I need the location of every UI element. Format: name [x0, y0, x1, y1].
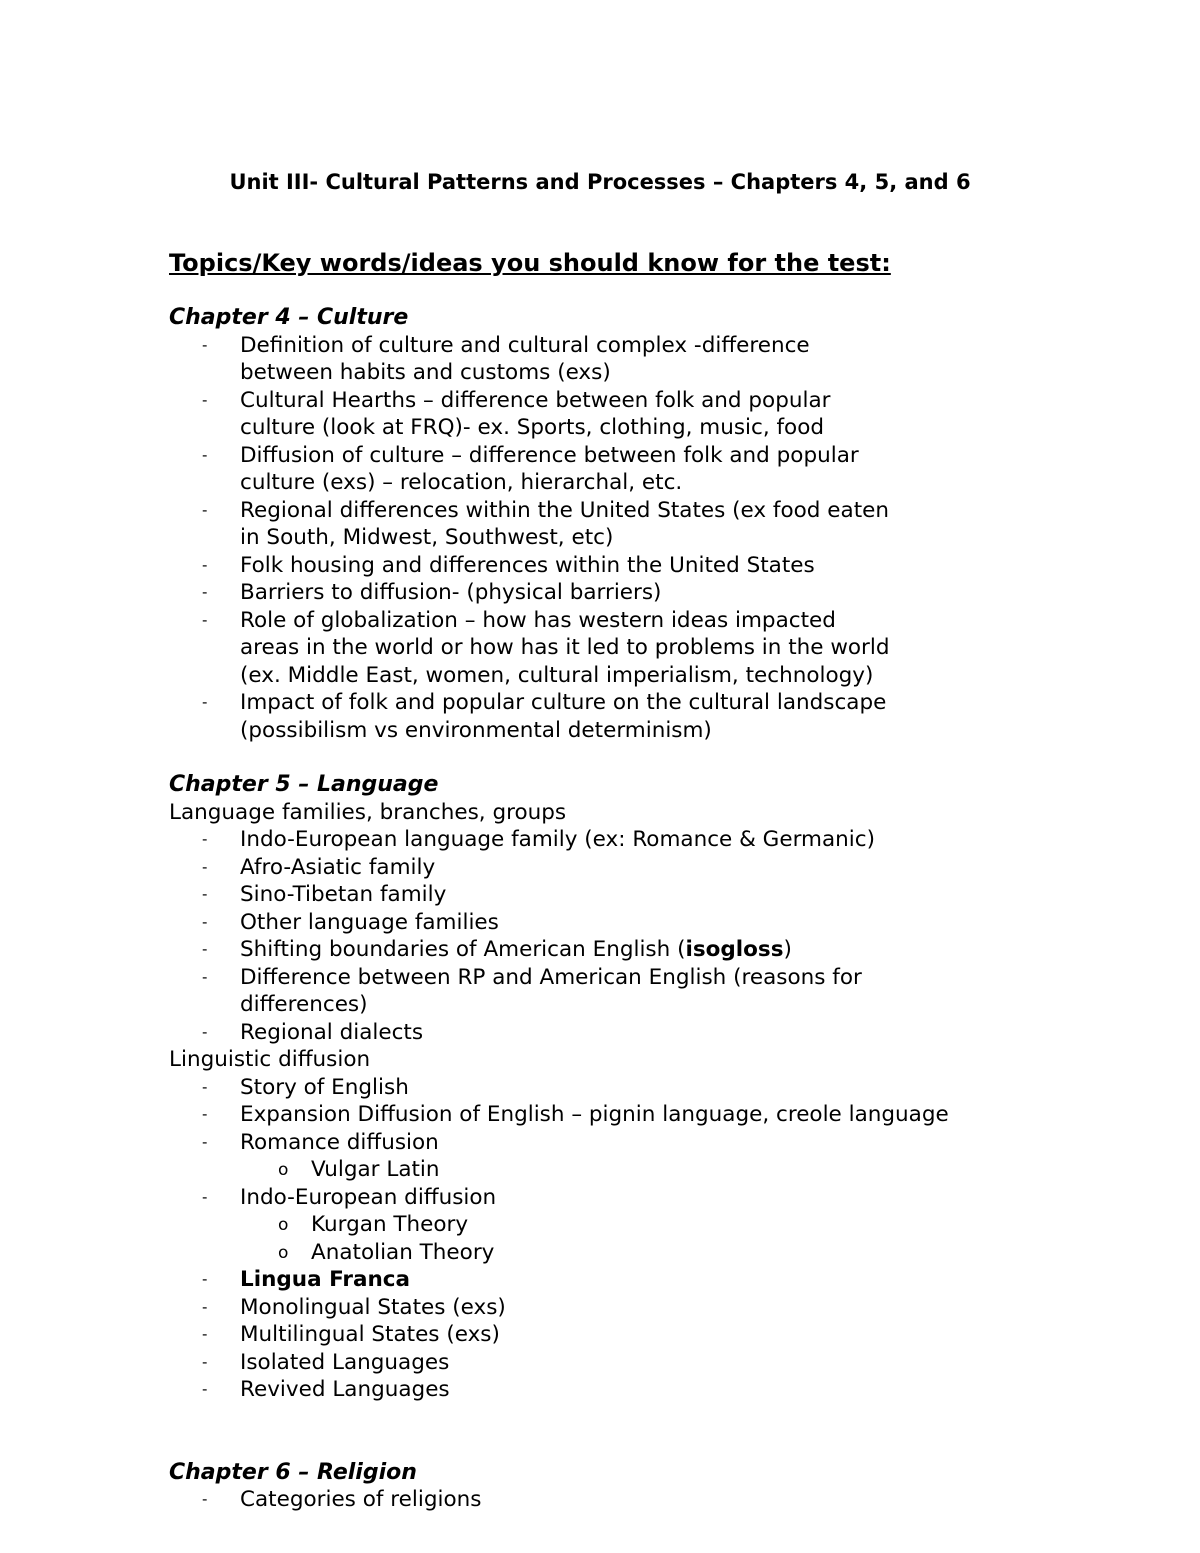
- list-item-text: culture (exs) – relocation, hierarchal, etc.: [240, 470, 683, 495]
- list-item: [169, 1019, 1169, 1047]
- sublist-item: [240, 1156, 1169, 1184]
- sublist-item: [240, 1239, 1169, 1267]
- list-item-text: areas in the world or how has it led to problems in the world: [240, 635, 890, 660]
- list-item: [169, 1129, 1169, 1184]
- list-item: [169, 689, 1169, 744]
- list-item-text: Expansion Diffusion of English – pignin language, creole language: [240, 1102, 949, 1127]
- list-item: [169, 607, 1169, 690]
- romance-sublist: [240, 1156, 1169, 1184]
- dash-marker: -: [202, 390, 208, 409]
- dash-marker: -: [202, 1022, 208, 1041]
- list-item: [169, 387, 1169, 442]
- dash-marker: -: [202, 1325, 208, 1343]
- list-item: [169, 1376, 1169, 1404]
- circle-marker: o: [278, 1242, 289, 1263]
- list-item: [169, 579, 1169, 607]
- dash-marker: -: [202, 885, 208, 903]
- list-item: [169, 964, 1169, 1019]
- list-item-text: between habits and customs (exs): [240, 360, 611, 385]
- sublist-item-text: Vulgar Latin: [311, 1157, 440, 1182]
- list-item-text: Difference between RP and American English (reasons for: [240, 964, 862, 990]
- dash-marker: -: [202, 1352, 208, 1371]
- list-item: [169, 936, 1169, 964]
- chapter-5-heading: Chapter 5 – Language: [169, 772, 439, 797]
- list-item: [169, 497, 1169, 552]
- list-item-text: Monolingual States (exs): [240, 1294, 506, 1320]
- list-item: [169, 1486, 1169, 1514]
- linguistic-diffusion-list: [169, 1074, 1169, 1404]
- list-item-text: (possibilism vs environmental determinism): [240, 717, 712, 743]
- circle-marker: o: [278, 1160, 289, 1180]
- list-item-text: Impact of folk and popular culture on the cultural landscape: [240, 690, 887, 715]
- list-item-text: differences): [240, 992, 368, 1017]
- dash-marker: -: [202, 1077, 208, 1096]
- list-item-text: Regional differences within the United States (ex food eaten: [240, 497, 889, 523]
- list-item-text: ): [783, 937, 792, 962]
- dash-marker: -: [202, 1270, 208, 1288]
- list-item: [169, 881, 1169, 909]
- sublist-item: [240, 1211, 1169, 1239]
- list-item-text: Indo-European diffusion: [240, 1184, 497, 1210]
- list-item: [169, 854, 1169, 882]
- linguistic-diffusion-label: Linguistic diffusion: [169, 1047, 371, 1072]
- language-families-list: [169, 826, 1169, 1046]
- lingua-franca-keyword: Lingua Franca: [240, 1267, 411, 1292]
- sublist-item-text: Anatolian Theory: [311, 1239, 495, 1265]
- dash-marker: -: [202, 1105, 208, 1123]
- list-item: [169, 1074, 1169, 1102]
- dash-marker: -: [202, 1132, 208, 1151]
- list-item: [169, 1294, 1169, 1322]
- chapter-6-list: [169, 1486, 1169, 1514]
- list-item-text: Folk housing and differences within the United States: [240, 552, 815, 578]
- dash-marker: -: [202, 1490, 208, 1508]
- chapter-4-heading: Chapter 4 – Culture: [169, 305, 409, 330]
- indo-european-sublist: [240, 1211, 1169, 1266]
- list-item-text: (ex. Middle East, women, cultural imperialism, technology): [240, 662, 874, 688]
- list-item-text: Cultural Hearths – difference between folk and popular: [240, 387, 831, 413]
- list-item: [169, 1101, 1169, 1129]
- spacer: [169, 1404, 1169, 1459]
- dash-marker: -: [202, 967, 208, 986]
- topics-heading: Topics/Key words/ideas you should know for the test:: [169, 249, 891, 277]
- list-item-text: Romance diffusion: [240, 1129, 439, 1155]
- chapter-6-heading: Chapter 6 – Religion: [169, 1459, 417, 1485]
- list-item-text: Other language families: [240, 909, 499, 935]
- list-item-text: culture (look at FRQ)- ex. Sports, clothing, music, food: [240, 415, 825, 440]
- list-item-text: Indo-European language family (ex: Romance & Germanic): [240, 827, 875, 852]
- list-item: [169, 1349, 1169, 1377]
- list-item: [169, 552, 1169, 580]
- circle-marker: o: [278, 1215, 289, 1235]
- dash-marker: -: [202, 693, 208, 711]
- dash-marker: -: [202, 555, 208, 574]
- dash-marker: -: [202, 500, 208, 519]
- isogloss-keyword: isogloss: [685, 937, 784, 962]
- dash-marker: -: [202, 1380, 208, 1398]
- list-item-text: Isolated Languages: [240, 1349, 450, 1375]
- dash-marker: -: [202, 940, 208, 958]
- list-item-text: Diffusion of culture – difference between folk and popular: [240, 442, 859, 468]
- dash-marker: -: [202, 830, 208, 848]
- list-item: [169, 1266, 1169, 1294]
- list-item-text: Shifting boundaries of American English (: [240, 937, 686, 962]
- list-item-text: Definition of culture and cultural complex -difference: [240, 332, 810, 358]
- list-item: [169, 909, 1169, 937]
- list-item-text: Role of globalization – how has western ideas impacted: [240, 607, 836, 633]
- document-title: Unit III- Cultural Patterns and Processes – Chapters 4, 5, and 6: [229, 170, 971, 194]
- list-item: [169, 826, 1169, 854]
- language-families-label: Language families, branches, groups: [169, 799, 567, 825]
- document-body: [169, 304, 1169, 1514]
- list-item-text: in South, Midwest, Southwest, etc): [240, 525, 614, 550]
- list-item: [169, 332, 1169, 387]
- list-item-text: Sino-Tibetan family: [240, 882, 447, 907]
- dash-marker: -: [202, 445, 208, 464]
- dash-marker: -: [202, 583, 208, 601]
- list-item-text: Regional dialects: [240, 1019, 424, 1045]
- list-item-text: Afro-Asiatic family: [240, 854, 436, 880]
- list-item-text: Revived Languages: [240, 1377, 450, 1402]
- list-item: [169, 1184, 1169, 1267]
- list-item: [169, 1321, 1169, 1349]
- list-item-text: Multilingual States (exs): [240, 1322, 500, 1347]
- dash-marker: -: [202, 610, 208, 629]
- chapter-4-list: [169, 332, 1169, 745]
- list-item-text: Story of English: [240, 1074, 409, 1100]
- sublist-item-text: Kurgan Theory: [311, 1212, 469, 1237]
- spacer: [169, 744, 1169, 771]
- list-item-text: Categories of religions: [240, 1487, 482, 1512]
- dash-marker: -: [202, 912, 208, 931]
- dash-marker: -: [202, 857, 208, 876]
- dash-marker: -: [202, 335, 208, 354]
- dash-marker: -: [202, 1297, 208, 1316]
- dash-marker: -: [202, 1187, 208, 1206]
- list-item-text: Barriers to diffusion- (physical barriers): [240, 580, 662, 605]
- list-item: [169, 442, 1169, 497]
